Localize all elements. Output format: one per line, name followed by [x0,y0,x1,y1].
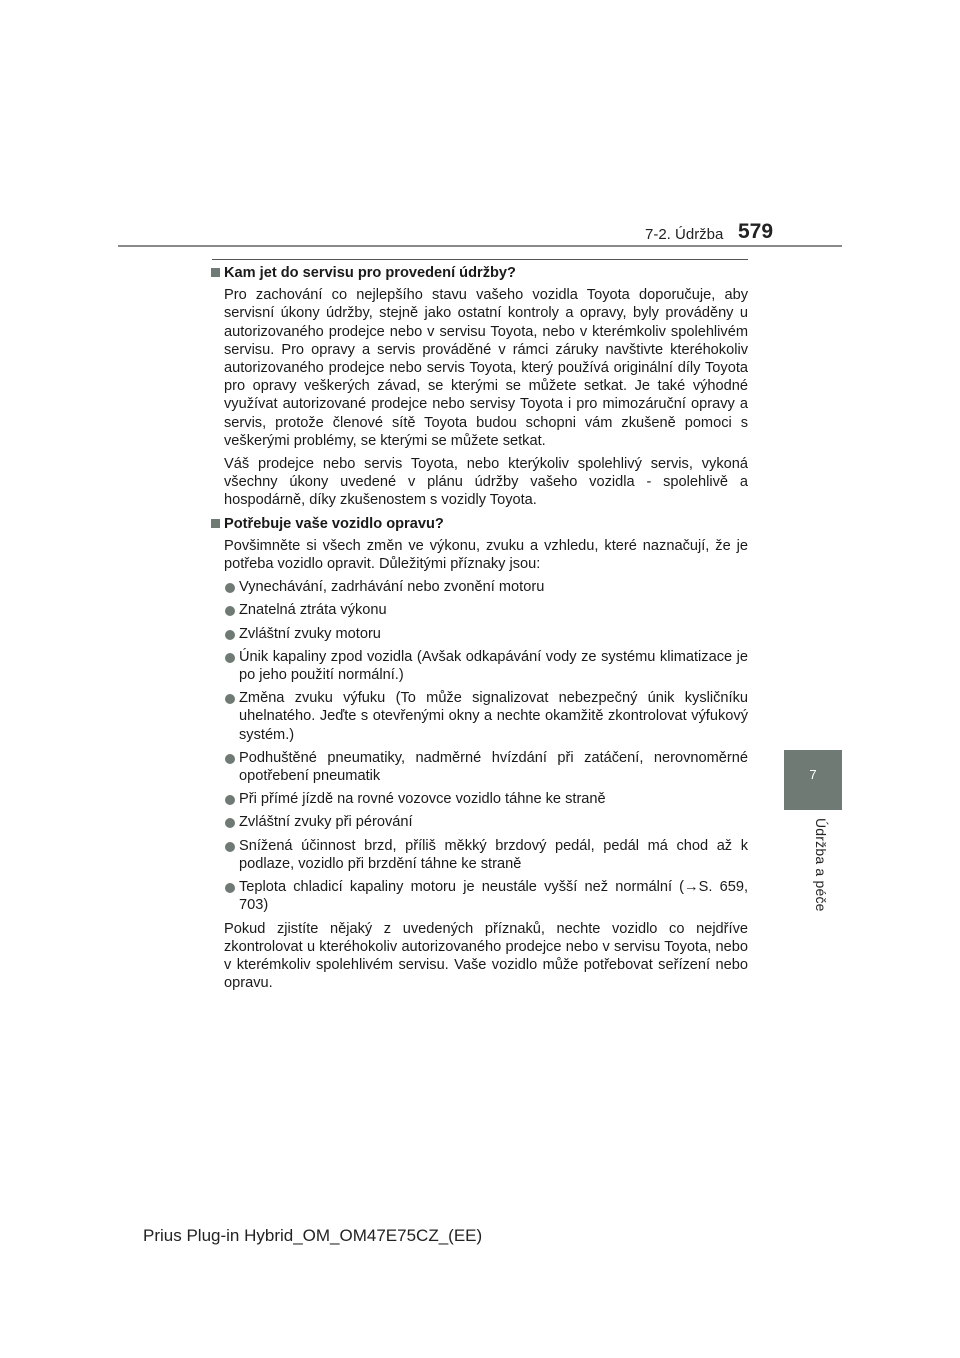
paragraph: Povšimněte si všech změn ve výkonu, zvuku a vzhledu, které naznačují, že je potřeba vozidlo opravit. Důležitými příznaky jsou: [224,537,748,573]
paragraph: Pro zachování co nejlepšího stavu vašeho vozidla Toyota doporučuje, aby servisní úkony údržby, stejně jako ostatní kontroly a opravy, byly prováděny u autorizovaného prodejce nebo v servisu Toyota, nebo v kterémkoliv spolehlivém servisu. Pro opravy a servis prováděné v rámci záruky navštivte kteréhokoliv autorizovaného prodejce nebo servis Toyota, který používá originální díly Toyota pro opravy veškerých závad, se kterými se můžete setkat. Je také výhodné využívat autorizované prodejce nebo servisy Toyota i pro mimozáruční opravy a servis, protože členové sítě Toyota budou schopni vám zkušeně pomoci s veškerými problémy, se kterými se můžete setkat. [224,287,748,449]
main-content [210,264,748,997]
circle-bullet-icon [225,883,235,893]
chapter-label: Údržba a péče [813,818,829,912]
list-item: Zvláštní zvuky motoru [210,625,748,643]
chapter-number: 7 [809,767,817,782]
circle-bullet-icon [225,630,235,640]
list-item: Podhuštěné pneumatiky, nadměrné hvízdání při zatáčení, nerovnoměrné opotřebení pneumatik [210,749,748,785]
circle-bullet-icon [225,694,235,704]
list-item: Snížená účinnost brzd, příliš měkký brzdový pedál, pedál má chod až k podlaze, vozidlo při brzdění táhne ke straně [210,837,748,873]
closing-paragraph: Pokud zjistíte nějaký z uvedených příznaků, nechte vozidlo co nejdříve zkontrolovat u kteréhokoliv autorizovaného prodejce nebo v servisu Toyota, nebo v kterémkoliv spolehlivém servisu. Vaše vozidlo může potřebovat seřízení nebo opravu. [224,920,748,992]
circle-bullet-icon [225,754,235,764]
list-item: Zvláštní zvuky při pérování [210,813,748,831]
chapter-tab [784,750,842,810]
list-item: Vynechávání, zadrhávání nebo zvonění motoru [210,578,748,596]
list-item: Teplota chladicí kapaliny motoru je neustále vyšší než normální (→S. 659, 703) [210,878,748,914]
header-divider [118,245,842,247]
list-item: Znatelná ztráta výkonu [210,601,748,619]
circle-bullet-icon [225,795,235,805]
section-title: 7-2. Údržba [645,226,724,243]
paragraph: Váš prodejce nebo servis Toyota, nebo kterýkoliv spolehlivý servis, vykoná všechny úkony uvedené v plánu údržby vašeho vozidla - spolehlivě a hospodárně, díky zkušenostem s vozidly Toyota. [224,456,748,509]
section-heading-repair: Potřebuje vaše vozidlo opravu? [210,515,748,533]
circle-bullet-icon [225,818,235,828]
square-bullet-icon [211,519,220,528]
circle-bullet-icon [225,606,235,616]
list-item: Při přímé jízdě na rovné vozovce vozidlo táhne ke straně [210,790,748,808]
circle-bullet-icon [225,583,235,593]
list-item: Únik kapaliny zpod vozidla (Avšak odkapávání vody ze systému klimatizace je po jeho použití normální.) [210,648,748,684]
content-divider [212,259,748,260]
document-footer: Prius Plug-in Hybrid_OM_OM47E75CZ_(EE) [143,1226,483,1245]
circle-bullet-icon [225,842,235,852]
page-number: 579 [738,220,774,243]
list-item: Změna zvuku výfuku (To může signalizovat nebezpečný únik kysličníku uhelnatého. Jeďte s otevřenými okny a nechte okamžitě zkontrolovat výfukový systém.) [210,689,748,744]
square-bullet-icon [211,268,220,277]
circle-bullet-icon [225,653,235,663]
section-heading-maintenance: Kam jet do servisu pro provedení údržby? [210,264,748,282]
